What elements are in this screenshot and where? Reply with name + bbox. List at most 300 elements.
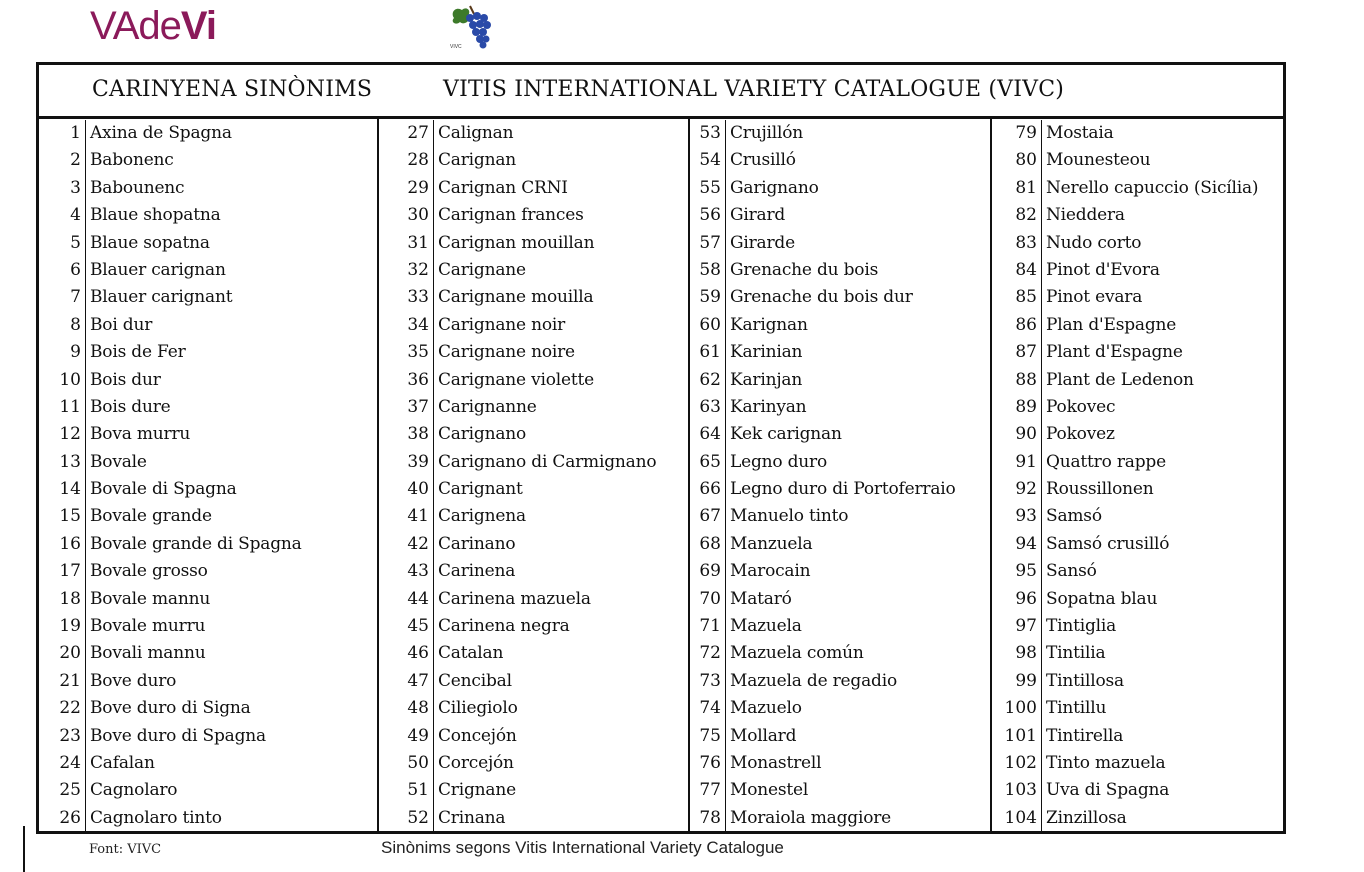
synonym-number: 1 xyxy=(39,120,86,147)
synonym-number: 23 xyxy=(39,723,86,750)
table-row xyxy=(690,284,990,311)
synonym-number: 91 xyxy=(992,449,1042,476)
synonym-name: Pokovez xyxy=(1046,424,1115,445)
synonym-number: 54 xyxy=(690,147,726,174)
table-row xyxy=(39,558,377,585)
synonym-number: 72 xyxy=(690,640,726,667)
synonym-name: Karinyan xyxy=(730,396,807,417)
synonym-name: Grenache du bois xyxy=(730,259,879,280)
synonym-number: 80 xyxy=(992,147,1042,174)
synonym-number: 64 xyxy=(690,421,726,448)
table-row xyxy=(379,449,688,476)
synonym-number: 68 xyxy=(690,531,726,558)
table-row xyxy=(992,558,1286,585)
table-row xyxy=(39,723,377,750)
synonym-name: Catalan xyxy=(438,643,504,664)
synonym-number: 17 xyxy=(39,558,86,585)
synonym-name: Quattro rappe xyxy=(1046,451,1166,472)
table-row xyxy=(39,175,377,202)
synonym-number: 69 xyxy=(690,558,726,585)
synonym-name: Crusilló xyxy=(730,150,796,171)
synonym-name: Bovale mannu xyxy=(90,588,211,609)
synonym-number: 74 xyxy=(690,695,726,722)
synonym-name: Karinjan xyxy=(730,369,803,390)
synonym-number: 25 xyxy=(39,777,86,804)
synonym-number: 79 xyxy=(992,120,1042,147)
table-row xyxy=(690,668,990,695)
synonym-number: 103 xyxy=(992,777,1042,804)
table-row xyxy=(39,777,377,804)
table-row xyxy=(379,531,688,558)
synonym-name: Carignan CRNI xyxy=(438,177,568,198)
synonym-number: 49 xyxy=(379,723,434,750)
synonym-number: 29 xyxy=(379,175,434,202)
synonym-name: Samsó xyxy=(1046,506,1102,527)
table-row xyxy=(690,723,990,750)
synonym-number: 36 xyxy=(379,367,434,394)
synonym-number: 42 xyxy=(379,531,434,558)
synonym-name: Samsó crusilló xyxy=(1046,533,1170,554)
synonym-name: Carignane violette xyxy=(438,369,594,390)
synonym-name: Pinot evara xyxy=(1046,287,1143,308)
synonym-name: Uva di Spagna xyxy=(1046,780,1170,801)
table-row xyxy=(39,120,377,147)
table-row xyxy=(992,230,1286,257)
synonym-name: Carignan mouillan xyxy=(438,232,595,253)
synonym-number: 92 xyxy=(992,476,1042,503)
synonym-number: 82 xyxy=(992,202,1042,229)
synonym-name: Ciliegiolo xyxy=(438,698,518,719)
table-row xyxy=(379,750,688,777)
table-row xyxy=(992,175,1286,202)
synonym-number: 61 xyxy=(690,339,726,366)
synonym-number: 18 xyxy=(39,586,86,613)
synonym-name: Crujillón xyxy=(730,123,804,143)
synonym-name: Bovali mannu xyxy=(90,643,206,664)
synonym-name: Nieddera xyxy=(1046,205,1125,226)
table-row xyxy=(39,202,377,229)
synonym-name: Carignan frances xyxy=(438,205,584,226)
table-row xyxy=(39,394,377,421)
table-row xyxy=(992,421,1286,448)
synonym-number: 71 xyxy=(690,613,726,640)
synonym-number: 6 xyxy=(39,257,86,284)
synonym-number: 56 xyxy=(690,202,726,229)
table-row xyxy=(379,613,688,640)
synonym-number: 21 xyxy=(39,668,86,695)
synonym-name: Karignan xyxy=(730,314,808,335)
vivc-logo-label: VIVC xyxy=(450,44,462,50)
table-row xyxy=(379,476,688,503)
table-row xyxy=(992,202,1286,229)
table-row xyxy=(992,394,1286,421)
synonym-name: Pinot d'Evora xyxy=(1046,259,1160,280)
synonym-number: 39 xyxy=(379,449,434,476)
synonym-name: Bova murru xyxy=(90,424,191,445)
table-row xyxy=(379,367,688,394)
synonym-name: Corcejón xyxy=(438,752,514,773)
synonym-name: Carinena xyxy=(438,561,516,582)
synonym-number: 24 xyxy=(39,750,86,777)
table-row xyxy=(379,586,688,613)
table-row xyxy=(379,723,688,750)
table-row xyxy=(992,312,1286,339)
synonym-number: 3 xyxy=(39,175,86,202)
synonym-name: Mollard xyxy=(730,725,797,746)
table-row xyxy=(690,586,990,613)
footer-caption: Sinònims segons Vitis International Variety Catalogue xyxy=(381,838,784,857)
synonym-number: 9 xyxy=(39,339,86,366)
table-row xyxy=(379,257,688,284)
synonym-name: Plant d'Espagne xyxy=(1046,342,1183,363)
synonym-name: Bovale grande di Spagna xyxy=(90,533,302,554)
synonym-number: 59 xyxy=(690,284,726,311)
synonym-number: 41 xyxy=(379,503,434,530)
synonym-name: Girard xyxy=(730,205,786,226)
table-row xyxy=(379,695,688,722)
synonym-number: 75 xyxy=(690,723,726,750)
table-row xyxy=(690,394,990,421)
table-row xyxy=(690,503,990,530)
synonym-name: Babounenc xyxy=(90,177,185,198)
synonym-number: 35 xyxy=(379,339,434,366)
synonym-number: 22 xyxy=(39,695,86,722)
synonym-name: Carignano di Carmignano xyxy=(438,451,657,472)
table-row xyxy=(690,777,990,804)
synonym-number: 96 xyxy=(992,586,1042,613)
table-row xyxy=(690,120,990,147)
vadevi-logo-text-strong: Vi xyxy=(180,4,216,48)
synonym-name: Carignena xyxy=(438,506,526,527)
table-row xyxy=(690,421,990,448)
synonym-name: Nudo corto xyxy=(1046,232,1142,253)
synonym-name: Carignan xyxy=(438,150,517,171)
grapes-icon xyxy=(446,4,498,50)
synonym-name: Cagnolaro tinto xyxy=(90,807,222,828)
synonym-name: Mataró xyxy=(730,588,792,609)
synonym-number: 19 xyxy=(39,613,86,640)
synonym-name: Cafalan xyxy=(90,752,155,773)
synonym-name: Carignane xyxy=(438,259,526,280)
synonym-name: Blauer carignan xyxy=(90,259,226,280)
synonym-name: Pokovec xyxy=(1046,396,1116,417)
table-row xyxy=(690,805,990,832)
synonym-name: Tintillosa xyxy=(1046,670,1124,691)
synonym-name: Babonenc xyxy=(90,150,174,171)
synonym-number: 11 xyxy=(39,394,86,421)
table-row xyxy=(39,640,377,667)
vadevi-logo xyxy=(90,4,216,49)
table-row xyxy=(690,312,990,339)
table-row xyxy=(690,367,990,394)
synonym-number: 57 xyxy=(690,230,726,257)
synonym-number: 62 xyxy=(690,367,726,394)
table-row xyxy=(379,339,688,366)
synonym-name: Bois dur xyxy=(90,369,161,390)
synonym-name: Concejón xyxy=(438,725,517,746)
table-row xyxy=(39,367,377,394)
synonym-name: Mazuelo xyxy=(730,698,802,719)
synonym-name: Carignant xyxy=(438,479,523,500)
synonym-number: 102 xyxy=(992,750,1042,777)
synonym-name: Tintiglia xyxy=(1046,616,1117,637)
table-row xyxy=(690,750,990,777)
synonym-name: Bovale murru xyxy=(90,616,206,637)
synonym-number: 31 xyxy=(379,230,434,257)
synonym-number: 65 xyxy=(690,449,726,476)
synonym-number: 2 xyxy=(39,147,86,174)
synonym-name: Calignan xyxy=(438,123,514,143)
synonym-name: Sopatna blau xyxy=(1046,588,1158,609)
table-header xyxy=(39,65,1283,119)
synonym-name: Bovale grande xyxy=(90,506,212,527)
table-row xyxy=(992,613,1286,640)
synonyms-table xyxy=(36,62,1286,834)
synonym-name: Bovale grosso xyxy=(90,561,208,582)
synonym-number: 88 xyxy=(992,367,1042,394)
table-row xyxy=(379,175,688,202)
synonym-number: 58 xyxy=(690,257,726,284)
table-row xyxy=(992,777,1286,804)
synonym-number: 97 xyxy=(992,613,1042,640)
synonym-name: Mounesteou xyxy=(1046,150,1151,171)
table-row xyxy=(39,668,377,695)
synonym-number: 67 xyxy=(690,503,726,530)
synonym-name: Boi dur xyxy=(90,314,153,335)
synonym-number: 85 xyxy=(992,284,1042,311)
table-row xyxy=(39,312,377,339)
synonym-name: Bois dure xyxy=(90,396,171,417)
table-columns xyxy=(39,119,1283,831)
synonym-number: 100 xyxy=(992,695,1042,722)
margin-mark xyxy=(23,826,25,872)
table-row xyxy=(690,449,990,476)
table-row xyxy=(379,558,688,585)
synonym-name: Tintilia xyxy=(1046,643,1106,664)
synonym-name: Tintirella xyxy=(1046,725,1124,746)
table-row xyxy=(992,531,1286,558)
synonym-number: 32 xyxy=(379,257,434,284)
table-row xyxy=(690,339,990,366)
synonym-name: Moraiola maggiore xyxy=(730,807,892,828)
synonym-number: 16 xyxy=(39,531,86,558)
table-row xyxy=(992,695,1286,722)
synonym-number: 28 xyxy=(379,147,434,174)
synonym-name: Tintillu xyxy=(1046,698,1107,719)
synonym-number: 89 xyxy=(992,394,1042,421)
synonym-name: Carignane mouilla xyxy=(438,287,594,308)
table-row xyxy=(39,284,377,311)
table-row xyxy=(992,449,1286,476)
synonym-number: 70 xyxy=(690,586,726,613)
synonym-name: Girarde xyxy=(730,232,795,253)
table-row xyxy=(992,668,1286,695)
footer-source: Font: VIVC xyxy=(89,842,162,857)
table-row xyxy=(690,476,990,503)
synonym-number: 20 xyxy=(39,640,86,667)
table-row xyxy=(39,695,377,722)
table-row xyxy=(690,613,990,640)
synonym-name: Bove duro di Signa xyxy=(90,698,251,719)
table-row xyxy=(379,668,688,695)
synonym-number: 40 xyxy=(379,476,434,503)
synonym-name: Roussillonen xyxy=(1046,479,1154,500)
synonym-number: 52 xyxy=(379,805,434,832)
synonym-number: 90 xyxy=(992,421,1042,448)
synonym-number: 44 xyxy=(379,586,434,613)
synonym-number: 77 xyxy=(690,777,726,804)
table-row xyxy=(992,586,1286,613)
synonym-number: 73 xyxy=(690,668,726,695)
synonym-name: Mostaia xyxy=(1046,123,1114,143)
table-row xyxy=(992,367,1286,394)
table-row xyxy=(39,257,377,284)
synonym-number: 45 xyxy=(379,613,434,640)
synonym-name: Grenache du bois dur xyxy=(730,287,913,308)
synonym-name: Manuelo tinto xyxy=(730,506,849,527)
synonym-name: Mazuela común xyxy=(730,643,864,664)
synonym-number: 86 xyxy=(992,312,1042,339)
vivc-grapes-logo xyxy=(446,4,498,50)
table-row xyxy=(992,503,1286,530)
synonym-number: 55 xyxy=(690,175,726,202)
synonym-name: Blauer carignant xyxy=(90,287,233,308)
table-row xyxy=(992,750,1286,777)
table-row xyxy=(379,284,688,311)
synonym-name: Monastrell xyxy=(730,752,822,773)
synonym-column xyxy=(379,119,690,831)
synonym-number: 38 xyxy=(379,421,434,448)
synonym-column xyxy=(992,119,1286,831)
table-row xyxy=(39,805,377,832)
synonym-number: 5 xyxy=(39,230,86,257)
synonym-name: Carinena mazuela xyxy=(438,588,591,609)
table-row xyxy=(690,257,990,284)
table-row xyxy=(379,202,688,229)
synonym-name: Carignane noire xyxy=(438,342,575,363)
synonym-name: Crinana xyxy=(438,807,506,828)
table-row xyxy=(39,449,377,476)
table-row xyxy=(379,805,688,832)
synonym-number: 14 xyxy=(39,476,86,503)
synonym-name: Carinano xyxy=(438,533,516,554)
synonym-number: 99 xyxy=(992,668,1042,695)
synonym-name: Carignano xyxy=(438,424,527,445)
table-row xyxy=(39,613,377,640)
synonym-number: 43 xyxy=(379,558,434,585)
table-row xyxy=(379,230,688,257)
synonym-name: Bovale xyxy=(90,451,147,472)
synonym-number: 76 xyxy=(690,750,726,777)
synonym-number: 46 xyxy=(379,640,434,667)
table-row xyxy=(379,120,688,147)
synonym-number: 78 xyxy=(690,805,726,832)
table-row xyxy=(39,147,377,174)
synonym-number: 98 xyxy=(992,640,1042,667)
synonym-name: Mazuela de regadio xyxy=(730,670,897,691)
synonym-number: 30 xyxy=(379,202,434,229)
synonym-number: 87 xyxy=(992,339,1042,366)
table-row xyxy=(992,147,1286,174)
synonym-name: Carignanne xyxy=(438,396,537,417)
synonym-name: Marocain xyxy=(730,561,811,582)
synonym-name: Legno duro xyxy=(730,451,828,472)
table-row xyxy=(379,147,688,174)
synonym-number: 83 xyxy=(992,230,1042,257)
synonym-name: Legno duro di Portoferraio xyxy=(730,479,956,500)
table-title-left: CARINYENA SINÒNIMS xyxy=(92,77,373,102)
table-row xyxy=(379,394,688,421)
synonym-number: 15 xyxy=(39,503,86,530)
vadevi-logo-text: VAde xyxy=(90,4,181,48)
synonym-number: 47 xyxy=(379,668,434,695)
table-row xyxy=(992,339,1286,366)
synonym-name: Monestel xyxy=(730,780,809,801)
synonym-number: 27 xyxy=(379,120,434,147)
table-row xyxy=(690,531,990,558)
synonym-name: Zinzillosa xyxy=(1046,807,1127,828)
table-row xyxy=(992,120,1286,147)
synonym-number: 60 xyxy=(690,312,726,339)
table-row xyxy=(379,640,688,667)
table-row xyxy=(379,503,688,530)
synonym-name: Blaue sopatna xyxy=(90,232,210,253)
table-row xyxy=(379,777,688,804)
table-row xyxy=(992,257,1286,284)
synonym-number: 53 xyxy=(690,120,726,147)
synonym-number: 104 xyxy=(992,805,1042,832)
table-row xyxy=(39,586,377,613)
synonym-name: Cagnolaro xyxy=(90,780,178,801)
table-row xyxy=(690,695,990,722)
table-row xyxy=(379,312,688,339)
synonym-number: 84 xyxy=(992,257,1042,284)
table-row xyxy=(690,640,990,667)
synonym-name: Kek carignan xyxy=(730,424,842,445)
synonym-name: Plant de Ledenon xyxy=(1046,369,1194,390)
table-row xyxy=(39,476,377,503)
table-title-right: VITIS INTERNATIONAL VARIETY CATALOGUE (VIVC) xyxy=(443,77,1065,102)
synonym-name: Cencibal xyxy=(438,670,512,691)
synonym-number: 8 xyxy=(39,312,86,339)
table-row xyxy=(39,339,377,366)
synonym-number: 12 xyxy=(39,421,86,448)
table-row xyxy=(39,750,377,777)
table-row xyxy=(690,230,990,257)
synonym-number: 48 xyxy=(379,695,434,722)
synonym-number: 4 xyxy=(39,202,86,229)
table-row xyxy=(39,503,377,530)
table-row xyxy=(690,175,990,202)
synonym-name: Bove duro xyxy=(90,670,177,691)
synonym-name: Bovale di Spagna xyxy=(90,479,237,500)
table-row xyxy=(690,558,990,585)
synonym-number: 10 xyxy=(39,367,86,394)
synonym-name: Crignane xyxy=(438,780,516,801)
synonym-name: Bois de Fer xyxy=(90,342,186,363)
synonym-name: Carinena negra xyxy=(438,616,570,637)
synonym-number: 7 xyxy=(39,284,86,311)
table-row xyxy=(992,284,1286,311)
synonym-number: 51 xyxy=(379,777,434,804)
synonym-number: 93 xyxy=(992,503,1042,530)
table-row xyxy=(992,723,1286,750)
table-row xyxy=(39,230,377,257)
synonym-number: 26 xyxy=(39,805,86,832)
synonym-name: Mazuela xyxy=(730,616,802,637)
synonym-number: 33 xyxy=(379,284,434,311)
synonym-name: Plan d'Espagne xyxy=(1046,314,1177,335)
